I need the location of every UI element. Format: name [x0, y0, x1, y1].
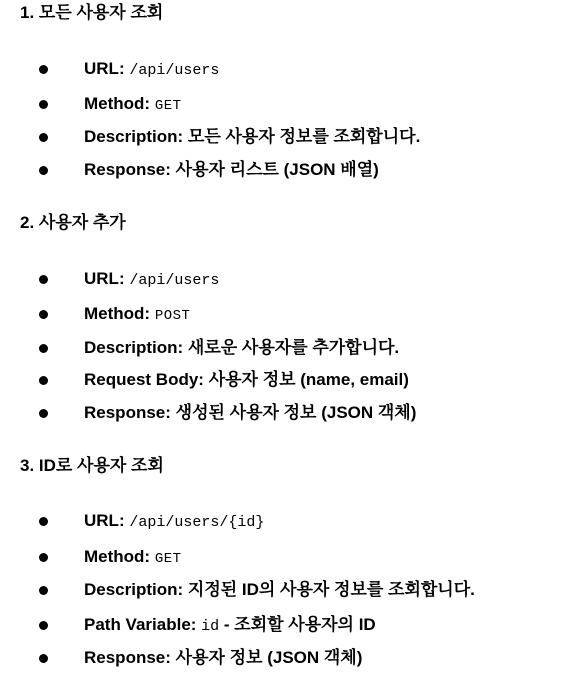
url-code: /api/users: [129, 272, 220, 289]
list-item-response: [0, 158, 568, 182]
bullet-icon: [39, 65, 48, 74]
item-label: URL:: [84, 59, 125, 78]
item-value: 생성된 사용자 정보 (JSON 객체): [175, 403, 417, 422]
item-value: 사용자 정보 (JSON 객체): [175, 648, 363, 667]
list-item-description: [0, 336, 568, 360]
bullet-icon: [39, 654, 48, 663]
item-label: Request Body:: [84, 370, 204, 389]
method-code: GET: [154, 98, 182, 114]
bullet-icon: [39, 621, 48, 630]
bullet-icon: [39, 409, 48, 418]
item-label: URL:: [84, 511, 125, 530]
url-code: /api/users: [129, 62, 220, 79]
item-label: Response:: [84, 403, 171, 422]
bullet-icon: [39, 517, 48, 526]
item-label: URL:: [84, 269, 125, 288]
item-value: 사용자 정보 (name, email): [208, 370, 409, 389]
item-label: Method:: [84, 304, 151, 323]
list-item-method: [0, 302, 568, 326]
list-item-response: [0, 646, 568, 670]
bullet-icon: [39, 133, 48, 142]
item-label: Response:: [84, 160, 171, 179]
list-item-path-variable: [0, 613, 568, 637]
bullet-icon: [39, 553, 48, 562]
item-value: 모든 사용자 정보를 조회합니다.: [187, 127, 421, 146]
list-item-url: [0, 57, 568, 81]
item-value: 사용자 리스트 (JSON 배열): [175, 160, 379, 179]
item-label: Description:: [84, 338, 184, 357]
bullet-icon: [39, 310, 48, 319]
list-item-url: [0, 509, 568, 533]
item-label: Method:: [84, 94, 151, 113]
item-label: Path Variable:: [84, 615, 197, 634]
section-heading: 1. 모든 사용자 조회: [20, 3, 164, 22]
item-label: Description:: [84, 127, 184, 146]
list-item-description: [0, 125, 568, 149]
item-label: Response:: [84, 648, 171, 667]
method-code: POST: [154, 308, 191, 324]
bullet-icon: [39, 166, 48, 175]
method-code: GET: [154, 551, 182, 567]
url-code: /api/users/{id}: [129, 514, 265, 531]
list-item-method: [0, 545, 568, 569]
list-item-url: [0, 267, 568, 291]
item-label: Description:: [84, 580, 184, 599]
bullet-icon: [39, 376, 48, 385]
path-variable-code: id: [201, 618, 220, 635]
section-heading: 2. 사용자 추가: [20, 213, 126, 232]
list-item-method: [0, 92, 568, 116]
item-value: - 조회할 사용자의 ID: [223, 615, 376, 634]
item-label: Method:: [84, 547, 151, 566]
item-value: 새로운 사용자를 추가합니다.: [187, 338, 400, 357]
list-item-description: [0, 578, 568, 602]
item-value: 지정된 ID의 사용자 정보를 조회합니다.: [187, 580, 475, 599]
bullet-icon: [39, 586, 48, 595]
list-item-request-body: [0, 368, 568, 392]
bullet-icon: [39, 344, 48, 353]
bullet-icon: [39, 275, 48, 284]
list-item-response: [0, 401, 568, 425]
section-heading: 3. ID로 사용자 조회: [20, 456, 164, 475]
bullet-icon: [39, 100, 48, 109]
